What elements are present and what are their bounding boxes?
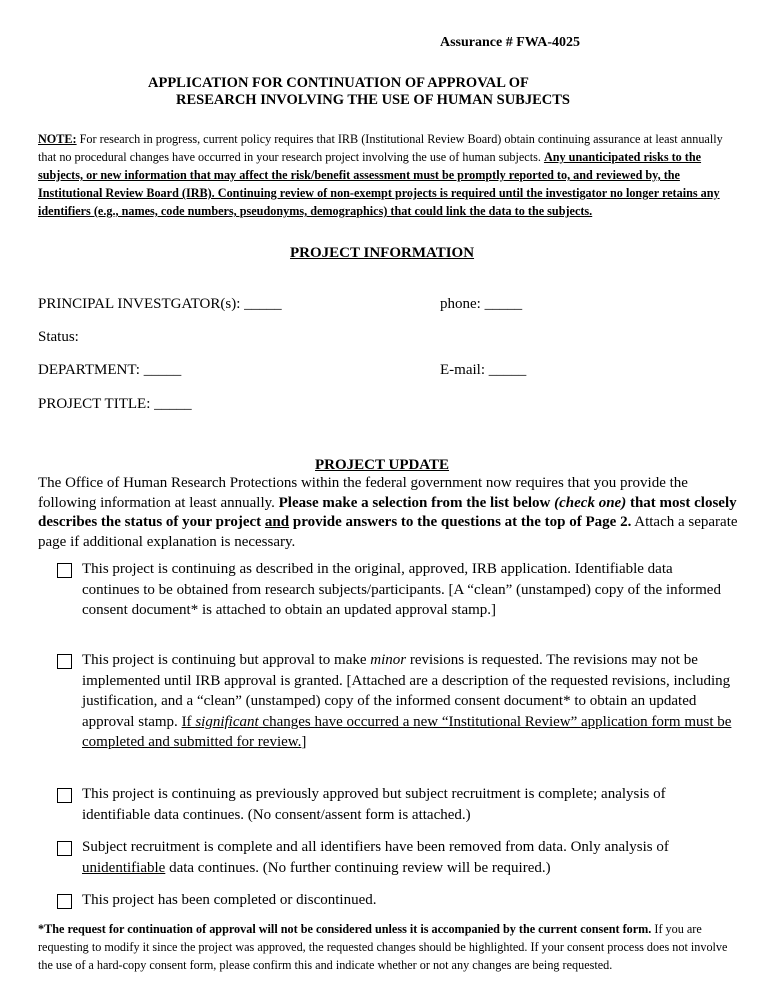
intro-text: The Office of Human Research Protections within the federal government now requires that you provide the following information at least annually. [38,475,688,511]
note-label: NOTE: [38,132,77,146]
project-info-heading: PROJECT INFORMATION [290,245,475,261]
option-5-text: This project has been completed or discontinued. [82,892,377,908]
option-2-text [82,650,732,753]
option-2-part: This project is continuing but approval to make [82,652,371,668]
option-1-checkbox[interactable] [57,563,72,578]
option-2-significant: significant [195,713,259,730]
option-2-part: revisions is requested. The revisions may not be implemented until IRB approval is granted. [Attached are a description of the requested revisions, including justification, and a “clean” (unstamped) copy of the informed consent document* to obtain an updated approval stamp. [82,652,731,730]
assurance-number: Assurance # FWA-4025 [440,35,580,50]
option-4-part: data continues. (No further continuing review will be required.) [165,859,551,876]
department-field[interactable]: DEPARTMENT: _____ [38,362,182,378]
title-line-1: APPLICATION FOR CONTINUATION OF APPROVAL OF [148,75,529,91]
intro-bold: that most closely describes the status of your project [38,494,737,530]
intro-check-one: (check one) [554,494,627,511]
option-4-unidentifiable: unidentifiable [82,859,166,876]
option-3-text: This project is continuing as previously approved but subject recruitment is complete; analysis of identifiable data continues. (No consent/assent form is attached.) [82,786,666,823]
project-update-intro [38,474,738,552]
intro-and: and [264,514,290,530]
phone-field[interactable]: phone: _____ [440,296,523,312]
title-line-2: RESEARCH INVOLVING THE USE OF HUMAN SUBJECTS [176,92,570,108]
footnote [38,920,738,974]
note-paragraph [38,130,738,220]
option-1-text: This project is continuing as described in the original, approved, IRB application. Identifiable data continues to be obtained from research subjects/participants. [A “clean” (unstamped) copy of the informed consent document* is attached to obtain an updated approval stamp.] [82,561,721,618]
intro-bold: provide answers to the questions at the top of Page 2. [289,514,632,530]
note-text: For research in progress, current policy requires that IRB (Institutional Review Board) obtain continuing assurance at least annually that no procedural changes have occurred in your research project involving the use of human subjects. [38,132,723,164]
option-3-checkbox[interactable] [57,788,72,803]
option-4-checkbox[interactable] [57,841,72,856]
option-2-part: changes have occurred a new “Institutional Review” application form must be completed and submitted for review. [82,713,732,750]
option-4-part: Subject recruitment is complete and all identifiers have been removed from data. Only analysis of [82,839,669,855]
project-update-heading: PROJECT UPDATE [315,457,450,473]
project-title-field[interactable]: PROJECT TITLE: _____ [38,396,192,412]
option-4-text [82,837,732,878]
option-5-checkbox[interactable] [57,894,72,909]
pi-field[interactable]: PRINCIPAL INVESTGATOR(s): _____ [38,296,282,312]
status-field[interactable]: Status: [38,329,79,345]
footnote-bold: *The request for continuation of approval will not be considered unless it is accompanied by the current consent form. [38,922,652,936]
intro-text: Attach a separate page if additional explanation is necessary. [38,514,738,550]
footnote-text: If you are requesting to modify it since the project was approved, the requested changes should be highlighted. If your consent process does not involve the use of a hard-copy consent form, please confirm this and indicate whether or not any changes are being requested. [38,922,728,972]
email-field[interactable]: E-mail: _____ [440,362,527,378]
note-bold-text: Any unanticipated risks to the subjects, or new information that may affect the risk/benefit assessment must be promptly reported to, and reviewed by, the Institutional Review Board (IRB). Continuing review of non-exempt projects is required until the investigator no longer retains any identifiers (e.g., names, code numbers, pseudonyms, demographics) that could link the data to the subjects. [38,150,720,218]
option-2-part: If [181,713,196,730]
intro-bold: Please make a selection from the list below [278,494,555,511]
option-2-part: ] [301,734,307,750]
option-2-minor: minor [370,652,407,668]
option-2-checkbox[interactable] [57,654,72,669]
